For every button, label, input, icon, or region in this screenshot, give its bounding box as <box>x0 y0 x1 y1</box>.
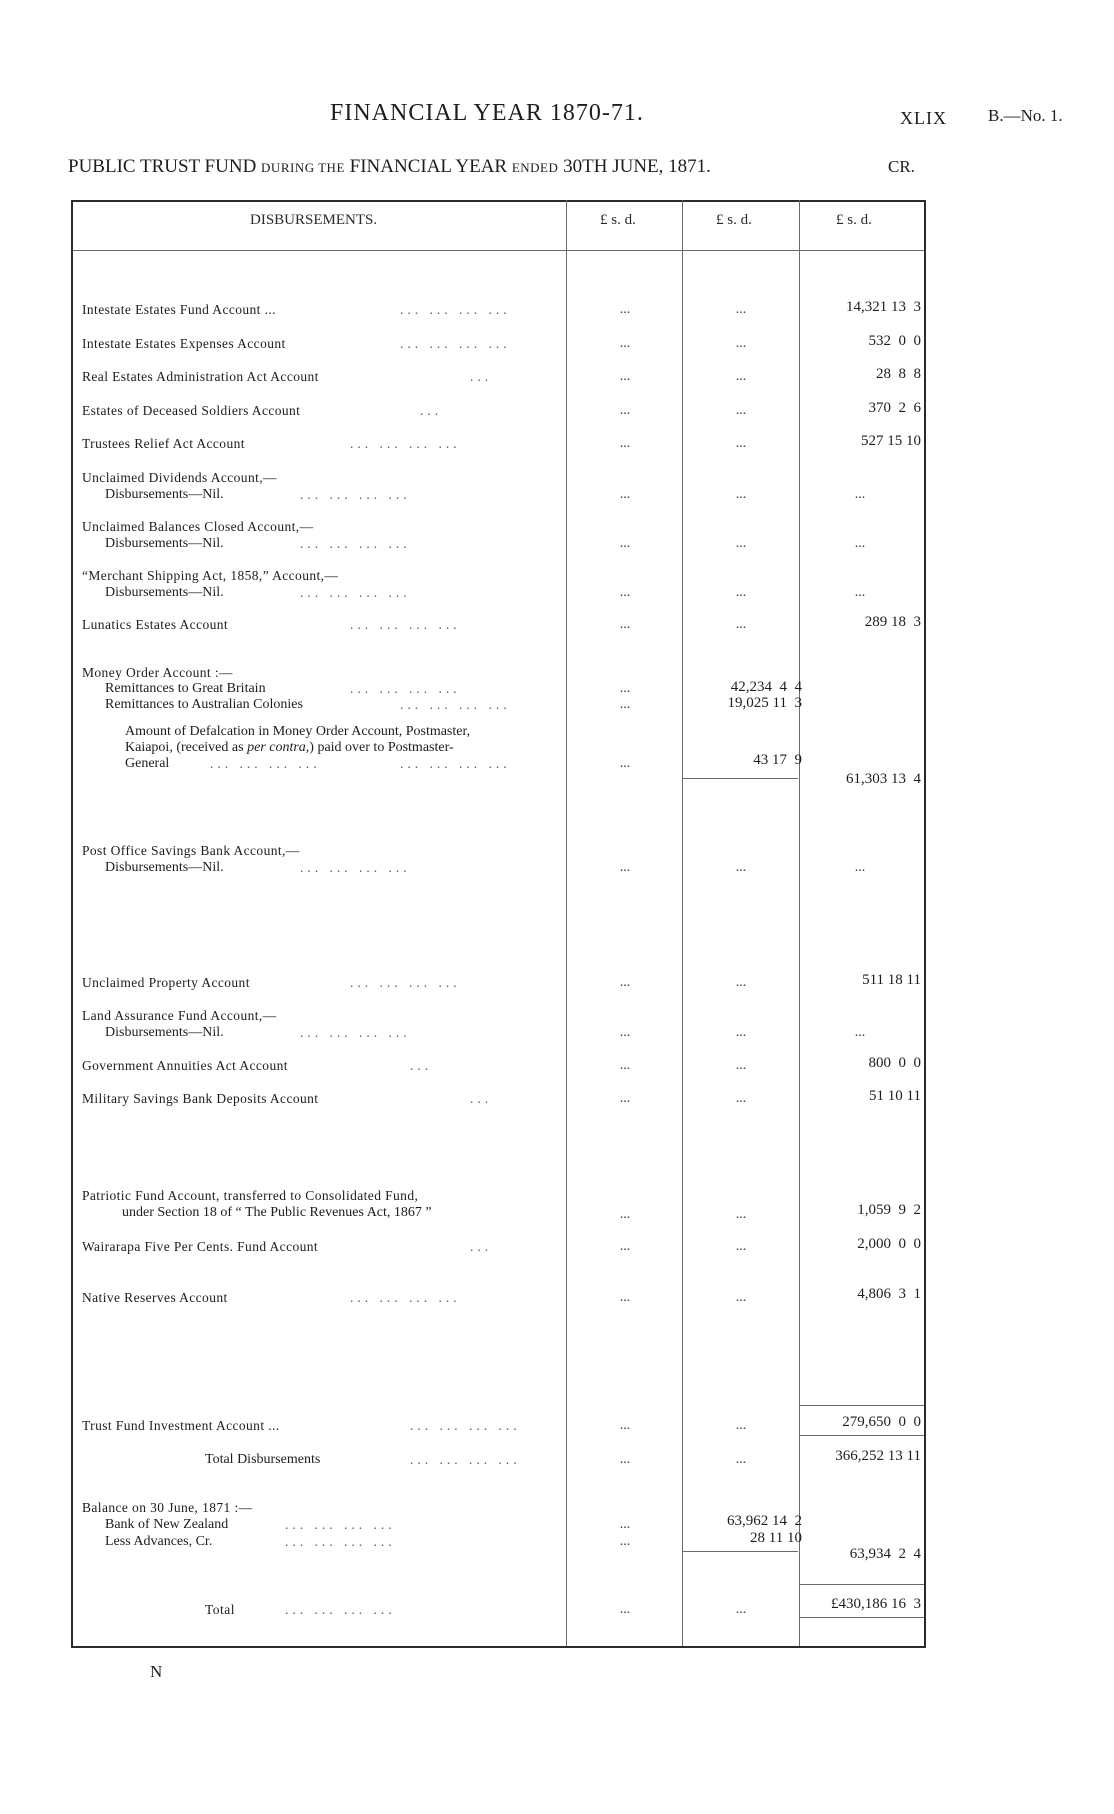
dot-leader: ... ... ... ... <box>350 681 461 696</box>
row-total: 51 10 11 <box>869 1088 921 1104</box>
nil-mark: ... <box>735 1207 747 1222</box>
row-label: Post Office Savings Bank Account,— <box>82 843 300 858</box>
nil-mark: ... <box>735 1418 747 1433</box>
subtitle-part: DURING THE <box>261 160 345 175</box>
dot-leader: ... ... ... ... <box>300 860 411 875</box>
nil-mark: ... <box>619 403 631 418</box>
nil-mark: ... <box>619 369 631 384</box>
nil-mark: ... <box>854 536 866 551</box>
nil-mark: ... <box>619 487 631 502</box>
row-label: Wairarapa Five Per Cents. Fund Account <box>82 1239 319 1254</box>
dot-leader: ... ... ... ... <box>210 756 321 771</box>
nil-mark: ... <box>619 436 631 451</box>
nil-mark: ... <box>854 585 866 600</box>
dot-leader: ... ... ... ... <box>350 436 461 451</box>
column-header-money: £ s. d. <box>836 212 872 228</box>
row-total: 370 2 6 <box>868 400 921 416</box>
row-label: Lunatics Estates Account <box>82 617 229 632</box>
row-label: Balance on 30 June, 1871 :— <box>82 1500 253 1515</box>
row-total: 800 0 0 <box>868 1055 921 1071</box>
row-total: 289 18 3 <box>864 614 921 630</box>
row-sub-label: under Section 18 of “ The Public Revenues Act, 1867 ” <box>122 1205 432 1220</box>
nil-mark: ... <box>735 617 747 632</box>
dot-leader: ... ... ... ... <box>350 617 461 632</box>
row-label: Unclaimed Dividends Account,— <box>82 470 277 485</box>
nil-mark: ... <box>735 860 747 875</box>
row-label: Trust Fund Investment Account ... <box>82 1418 280 1433</box>
dot-leader: ... <box>410 1058 433 1073</box>
dot-leader: ... ... ... ... <box>400 336 511 351</box>
nil-mark: ... <box>619 1058 631 1073</box>
page-number: XLIX <box>900 108 947 128</box>
nil-mark: ... <box>735 1602 747 1617</box>
row-label: Total <box>205 1602 236 1617</box>
document-reference: B.—No. 1. <box>988 106 1063 125</box>
row-label: Estates of Deceased Soldiers Account <box>82 403 301 418</box>
row-label: Total Disbursements <box>205 1452 321 1467</box>
dot-leader: ... ... ... ... <box>285 1517 396 1532</box>
subtotal-rule <box>683 778 798 779</box>
signature-mark: N <box>150 1662 163 1681</box>
nil-mark: ... <box>735 1452 747 1467</box>
total-rule <box>800 1584 924 1585</box>
row-value: 63,962 14 2 <box>727 1513 802 1529</box>
row-label: Unclaimed Property Account <box>82 975 250 990</box>
nil-mark: ... <box>619 1517 631 1532</box>
nil-mark: ... <box>854 860 866 875</box>
nil-mark: ... <box>619 302 631 317</box>
row-note: Amount of Defalcation in Money Order Account, Postmaster, <box>125 724 471 739</box>
row-sub-label: Remittances to Australian Colonies <box>105 697 303 712</box>
dot-leader: ... ... ... ... <box>300 585 411 600</box>
nil-mark: ... <box>619 681 631 696</box>
nil-mark: ... <box>619 975 631 990</box>
nil-mark: ... <box>735 302 747 317</box>
row-total: 532 0 0 <box>868 333 921 349</box>
nil-mark: ... <box>619 336 631 351</box>
nil-mark: ... <box>619 1602 631 1617</box>
note-part: ) paid over to Postmaster- <box>309 740 454 755</box>
nil-mark: ... <box>619 1091 631 1106</box>
nil-mark: ... <box>735 436 747 451</box>
dot-leader: ... <box>470 1239 493 1254</box>
dot-leader: ... ... ... ... <box>410 1418 521 1433</box>
row-note <box>125 740 454 756</box>
nil-mark: ... <box>735 369 747 384</box>
row-label: Intestate Estates Fund Account ... <box>82 302 276 317</box>
row-label: Native Reserves Account <box>82 1290 228 1305</box>
row-label: Real Estates Administration Act Account <box>82 369 319 384</box>
nil-mark: ... <box>619 697 631 712</box>
nil-mark: ... <box>619 617 631 632</box>
row-label: Trustees Relief Act Account <box>82 436 245 451</box>
dot-leader: ... <box>470 369 493 384</box>
column-header-money: £ s. d. <box>716 212 752 228</box>
nil-mark: ... <box>619 1207 631 1222</box>
nil-mark: ... <box>619 1239 631 1254</box>
nil-mark: ... <box>735 975 747 990</box>
dot-leader: ... ... ... ... <box>300 487 411 502</box>
nil-mark: ... <box>735 403 747 418</box>
subtitle-part: FINANCIAL YEAR <box>349 156 508 177</box>
credit-side-label: CR. <box>888 157 915 176</box>
row-total: 61,303 13 4 <box>846 771 921 787</box>
nil-mark: ... <box>735 585 747 600</box>
total-rule <box>800 1405 924 1406</box>
column-header-money: £ s. d. <box>600 212 636 228</box>
nil-mark: ... <box>619 536 631 551</box>
note-part: Kaiapoi, (received as <box>125 740 244 755</box>
dot-leader: ... ... ... ... <box>350 1290 461 1305</box>
dot-leader: ... ... ... ... <box>300 536 411 551</box>
dot-leader: ... ... ... ... <box>410 1452 521 1467</box>
nil-mark: ... <box>735 1290 747 1305</box>
row-label: Unclaimed Balances Closed Account,— <box>82 519 314 534</box>
nil-mark: ... <box>854 487 866 502</box>
row-sub-label: Disbursements—Nil. <box>105 1025 224 1040</box>
dot-leader: ... <box>420 403 443 418</box>
note-part: per contra, <box>247 740 310 755</box>
dot-leader: ... ... ... ... <box>400 697 511 712</box>
row-value: 42,234 4 4 <box>730 679 802 695</box>
row-note: General <box>125 756 170 771</box>
dot-leader: ... ... ... ... <box>400 302 511 317</box>
row-sub-label: Disbursements—Nil. <box>105 536 224 551</box>
row-label: Money Order Account :— <box>82 665 233 680</box>
row-label: Land Assurance Fund Account,— <box>82 1008 277 1023</box>
row-total: 28 8 8 <box>876 366 921 382</box>
nil-mark: ... <box>619 585 631 600</box>
nil-mark: ... <box>619 1290 631 1305</box>
total-rule <box>800 1617 924 1618</box>
nil-mark: ... <box>735 1025 747 1040</box>
nil-mark: ... <box>854 1025 866 1040</box>
subtitle-part: PUBLIC TRUST FUND <box>68 156 257 177</box>
dot-leader: ... ... ... ... <box>350 975 461 990</box>
nil-mark: ... <box>735 1091 747 1106</box>
row-total: 279,650 0 0 <box>842 1414 921 1430</box>
row-total: 4,806 3 1 <box>857 1286 921 1302</box>
nil-mark: ... <box>735 487 747 502</box>
row-label: Military Savings Bank Deposits Account <box>82 1091 319 1106</box>
page-title: FINANCIAL YEAR 1870-71. <box>330 100 644 126</box>
dot-leader: ... ... ... ... <box>400 756 511 771</box>
row-sub-label: Disbursements—Nil. <box>105 860 224 875</box>
row-total: 14,321 13 3 <box>846 299 921 315</box>
nil-mark: ... <box>619 1534 631 1549</box>
row-total: 2,000 0 0 <box>857 1236 921 1252</box>
nil-mark: ... <box>735 536 747 551</box>
table-subtitle <box>68 156 711 178</box>
row-sub-label: Remittances to Great Britain <box>105 681 266 696</box>
row-sub-label: Bank of New Zealand <box>105 1517 229 1532</box>
subtitle-part: 30TH JUNE, 1871. <box>563 156 711 177</box>
row-total: 511 18 11 <box>862 972 921 988</box>
subtotal-rule <box>683 1551 798 1552</box>
column-header-disbursements: DISBURSEMENTS. <box>250 212 378 228</box>
row-sub-label: Disbursements—Nil. <box>105 585 224 600</box>
row-label: “Merchant Shipping Act, 1858,” Account,— <box>82 568 339 583</box>
nil-mark: ... <box>619 860 631 875</box>
nil-mark: ... <box>619 756 631 771</box>
nil-mark: ... <box>735 1239 747 1254</box>
row-label: Intestate Estates Expenses Account <box>82 336 286 351</box>
row-sub-label: Less Advances, Cr. <box>105 1534 213 1549</box>
dot-leader: ... ... ... ... <box>300 1025 411 1040</box>
nil-mark: ... <box>619 1452 631 1467</box>
grand-total: £430,186 16 3 <box>831 1596 921 1612</box>
row-total: 63,934 2 4 <box>849 1546 921 1562</box>
row-sub-label: Disbursements—Nil. <box>105 487 224 502</box>
row-value: 19,025 11 3 <box>727 695 802 711</box>
nil-mark: ... <box>619 1418 631 1433</box>
dot-leader: ... <box>470 1091 493 1106</box>
row-value: 28 11 10 <box>750 1530 802 1546</box>
subtitle-part: ENDED <box>511 160 559 175</box>
row-total: 527 15 10 <box>861 433 921 449</box>
nil-mark: ... <box>735 1058 747 1073</box>
nil-mark: ... <box>619 1025 631 1040</box>
row-value: 43 17 9 <box>753 752 802 768</box>
dot-leader: ... ... ... ... <box>285 1602 396 1617</box>
dot-leader: ... ... ... ... <box>285 1534 396 1549</box>
row-label: Patriotic Fund Account, transferred to Consolidated Fund, <box>82 1188 419 1203</box>
row-total: 1,059 9 2 <box>857 1202 921 1218</box>
row-total: 366,252 13 11 <box>835 1448 921 1464</box>
total-rule <box>800 1435 924 1436</box>
nil-mark: ... <box>735 336 747 351</box>
row-label: Government Annuities Act Account <box>82 1058 288 1073</box>
